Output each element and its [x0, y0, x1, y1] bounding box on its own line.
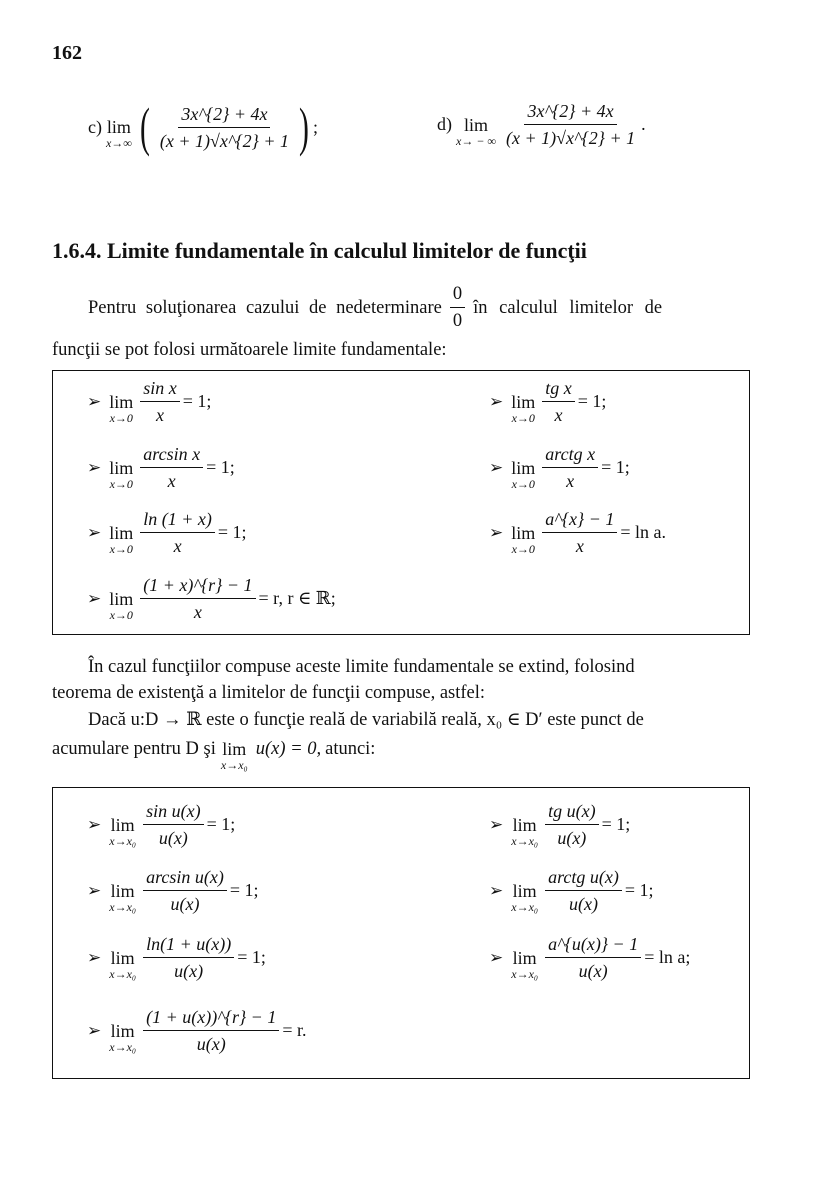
- bullet-arrow-icon: ➢: [87, 1020, 102, 1040]
- formula-suffix: = 1;: [577, 391, 607, 411]
- denominator: u(x): [158, 828, 188, 848]
- denominator: x: [173, 536, 182, 556]
- denominator: x: [554, 405, 563, 425]
- bullet-arrow-icon: ➢: [489, 391, 504, 411]
- numerator: ln(1 + u(x)): [143, 933, 234, 958]
- fraction: [157, 103, 292, 152]
- lim-word: lim: [109, 588, 134, 609]
- denominator: u(x): [174, 961, 204, 981]
- formula-suffix: = 1;: [206, 457, 235, 477]
- limit-item: [489, 866, 654, 915]
- numerator: 3x^{2} + 4x: [178, 103, 270, 128]
- fraction: [143, 800, 203, 849]
- denominator: x: [167, 471, 176, 491]
- numerator: tg u(x): [545, 800, 598, 825]
- fraction: [140, 443, 203, 492]
- composed-p2-line2: [52, 733, 376, 772]
- fraction: [545, 866, 622, 915]
- limit-item: [87, 574, 336, 623]
- lim-word: lim: [463, 114, 488, 135]
- bullet-arrow-icon: ➢: [489, 947, 504, 967]
- fraction: [140, 508, 215, 557]
- fraction: [545, 800, 598, 849]
- bullet-arrow-icon: ➢: [489, 457, 504, 477]
- limit-item: [489, 443, 630, 492]
- fundamental-limits-box: [52, 370, 750, 635]
- limit-operator: [106, 118, 132, 150]
- denominator: u(x): [568, 894, 598, 914]
- limit-operator: [109, 459, 133, 491]
- formula-suffix: = ln a;: [644, 947, 691, 967]
- limit-operator: [109, 816, 136, 848]
- lim-subscript: x→x₀: [511, 833, 539, 848]
- exercise-label: c): [88, 116, 102, 137]
- numerator: arctg u(x): [545, 866, 622, 891]
- bullet-arrow-icon: ➢: [87, 814, 102, 834]
- composed-limits-box: [52, 787, 750, 1079]
- lim-subscript: x→0: [511, 476, 535, 491]
- numerator: arcsin u(x): [143, 866, 227, 891]
- bullet-arrow-icon: ➢: [87, 947, 102, 967]
- formula-suffix: = 1;: [601, 814, 631, 834]
- lim-word: lim: [222, 739, 247, 759]
- lim-word: lim: [511, 391, 536, 412]
- fraction: [143, 1006, 279, 1055]
- numerator: sin u(x): [143, 800, 203, 825]
- limit-operator: [511, 393, 535, 425]
- fraction: [542, 377, 575, 426]
- frac-num: 0: [450, 283, 465, 308]
- limit-item: [489, 800, 630, 849]
- formula-suffix: = 1;: [237, 947, 266, 967]
- numerator: tg x: [542, 377, 575, 402]
- limit-item: [87, 377, 211, 426]
- exercise-label: d): [437, 114, 452, 134]
- denominator: x: [193, 602, 202, 622]
- limit-operator: [511, 882, 538, 914]
- bullet-arrow-icon: ➢: [87, 522, 102, 542]
- bullet-arrow-icon: ➢: [87, 880, 102, 900]
- formula-suffix: = 1;: [624, 880, 654, 900]
- lim-expression: u(x) = 0,: [255, 739, 322, 759]
- numerator: ln (1 + x): [140, 508, 215, 533]
- lim-word: lim: [109, 522, 134, 543]
- limit-item: [87, 800, 235, 849]
- limit-item: [87, 1006, 307, 1055]
- exercise-c: [88, 97, 318, 157]
- lim-subscript: x→x₀: [109, 1039, 137, 1054]
- numerator: a^{u(x)} − 1: [545, 933, 641, 958]
- limit-item: [87, 866, 259, 915]
- lim-word: lim: [109, 391, 134, 412]
- numerator: 3x^{2} + 4x: [524, 100, 616, 125]
- lim-subscript: x→0: [109, 410, 133, 425]
- intro-line-1: [88, 283, 662, 332]
- intro-text: Pentru soluţionarea cazului de nedeterminare: [88, 297, 442, 318]
- fraction: [140, 574, 255, 623]
- limit-operator: [109, 1022, 136, 1054]
- formula-suffix: = 1;: [217, 522, 247, 542]
- limit-item: [87, 933, 266, 982]
- lim-subscript: x→x₀: [109, 899, 137, 914]
- limit-operator: [109, 949, 136, 981]
- formula-suffix: ;: [312, 116, 318, 137]
- lim-subscript: x→x₀: [109, 966, 137, 981]
- denominator: (x + 1)√x^{2} + 1: [505, 128, 636, 148]
- lim-word: lim: [110, 814, 135, 835]
- denominator: u(x): [578, 961, 608, 981]
- numerator: (1 + x)^{r} − 1: [140, 574, 255, 599]
- lim-subscript: x→0: [511, 541, 535, 556]
- numerator: arcsin x: [140, 443, 203, 468]
- limit-item: [489, 508, 666, 557]
- composed-p1-line2: teorema de existenţă a limitelor de funcţii compuse, astfel:: [52, 683, 486, 703]
- intro-line-2: funcţii se pot folosi următoarele limite fundamentale:: [52, 340, 447, 360]
- formula-suffix: = r.: [282, 1020, 307, 1040]
- section-heading: 1.6.4. Limite fundamentale în calculul limitelor de funcţii: [52, 238, 587, 263]
- lim-word: lim: [511, 522, 536, 543]
- composed-p2-line1: Dacă u:D → ℝ este o funcţie reală de variabilă reală, x₀ ∈ D′ este punct de: [88, 710, 644, 730]
- limit-operator: [511, 949, 538, 981]
- numerator: sin x: [140, 377, 180, 402]
- exercise-d: [437, 100, 646, 149]
- formula-suffix: = r, r ∈ ℝ;: [258, 588, 336, 608]
- text: acumulare pentru D şi: [52, 739, 216, 759]
- numerator: (1 + u(x))^{r} − 1: [143, 1006, 279, 1031]
- limit-operator: [109, 590, 133, 622]
- bullet-arrow-icon: ➢: [489, 814, 504, 834]
- formula-suffix: .: [641, 114, 646, 134]
- denominator: x: [156, 405, 165, 425]
- text: atunci:: [325, 739, 376, 759]
- lim-word: lim: [109, 457, 134, 478]
- lim-subscript: x→0: [511, 410, 535, 425]
- right-paren-icon: ): [299, 97, 309, 157]
- limit-item: [87, 443, 235, 492]
- numerator: arctg x: [542, 443, 598, 468]
- limit-operator: [456, 116, 496, 148]
- limit-operator: [511, 459, 535, 491]
- lim-word: lim: [106, 117, 131, 137]
- lim-subscript: x→∞: [105, 136, 132, 150]
- limit-operator: [109, 524, 133, 556]
- formula-suffix: = 1;: [206, 814, 236, 834]
- page-number: 162: [52, 42, 82, 64]
- denominator: u(x): [557, 828, 587, 848]
- formula-suffix: = 1;: [182, 391, 212, 411]
- formula-suffix: = ln a.: [620, 522, 667, 542]
- lim-subscript: x→x₀: [109, 833, 137, 848]
- lim-subscript: x→0: [109, 541, 133, 556]
- bullet-arrow-icon: ➢: [87, 588, 102, 608]
- limit-operator: [109, 882, 136, 914]
- limit-item: [489, 933, 690, 982]
- lim-subscript: x→x₀: [511, 966, 539, 981]
- formula-suffix: = 1;: [601, 457, 630, 477]
- denominator: x: [575, 536, 584, 556]
- bullet-arrow-icon: ➢: [87, 457, 102, 477]
- frac-den: 0: [452, 311, 463, 331]
- lim-subscript: x→x₀: [220, 758, 248, 772]
- lim-word: lim: [110, 1020, 135, 1041]
- fraction: [140, 377, 180, 426]
- limit-operator: [109, 393, 133, 425]
- limit-operator: [511, 816, 538, 848]
- denominator: x: [566, 471, 575, 491]
- lim-word: lim: [512, 814, 537, 835]
- limit-operator: [221, 740, 248, 772]
- bullet-arrow-icon: ➢: [489, 880, 504, 900]
- fraction: [545, 933, 641, 982]
- lim-word: lim: [512, 880, 537, 901]
- lim-word: lim: [512, 947, 537, 968]
- lim-word: lim: [511, 457, 536, 478]
- lim-word: lim: [110, 880, 135, 901]
- denominator: (x + 1)√x^{2} + 1: [159, 130, 289, 151]
- fraction: [542, 443, 598, 492]
- lim-word: lim: [110, 947, 135, 968]
- lim-subscript: x→0: [109, 607, 133, 622]
- composed-p1-line1: În cazul funcţiilor compuse aceste limite fundamentale se extind, folosind: [88, 657, 635, 677]
- lim-subscript: x→x₀: [511, 899, 539, 914]
- formula-suffix: = 1;: [229, 880, 259, 900]
- fraction: [143, 933, 234, 982]
- intro-text: în calculul limitelor de: [473, 297, 663, 318]
- limit-item: [489, 377, 606, 426]
- bullet-arrow-icon: ➢: [87, 391, 102, 411]
- lim-subscript: x→0: [109, 476, 133, 491]
- fraction: [542, 508, 617, 557]
- numerator: a^{x} − 1: [542, 508, 617, 533]
- limit-operator: [511, 524, 535, 556]
- left-paren-icon: (: [139, 97, 150, 157]
- fraction: [143, 866, 227, 915]
- lim-subscript: x→ − ∞: [456, 133, 496, 148]
- bullet-arrow-icon: ➢: [489, 522, 504, 542]
- zero-over-zero: [450, 283, 465, 332]
- denominator: u(x): [170, 894, 200, 914]
- limit-item: [87, 508, 247, 557]
- denominator: u(x): [196, 1034, 226, 1054]
- fraction: [503, 100, 638, 149]
